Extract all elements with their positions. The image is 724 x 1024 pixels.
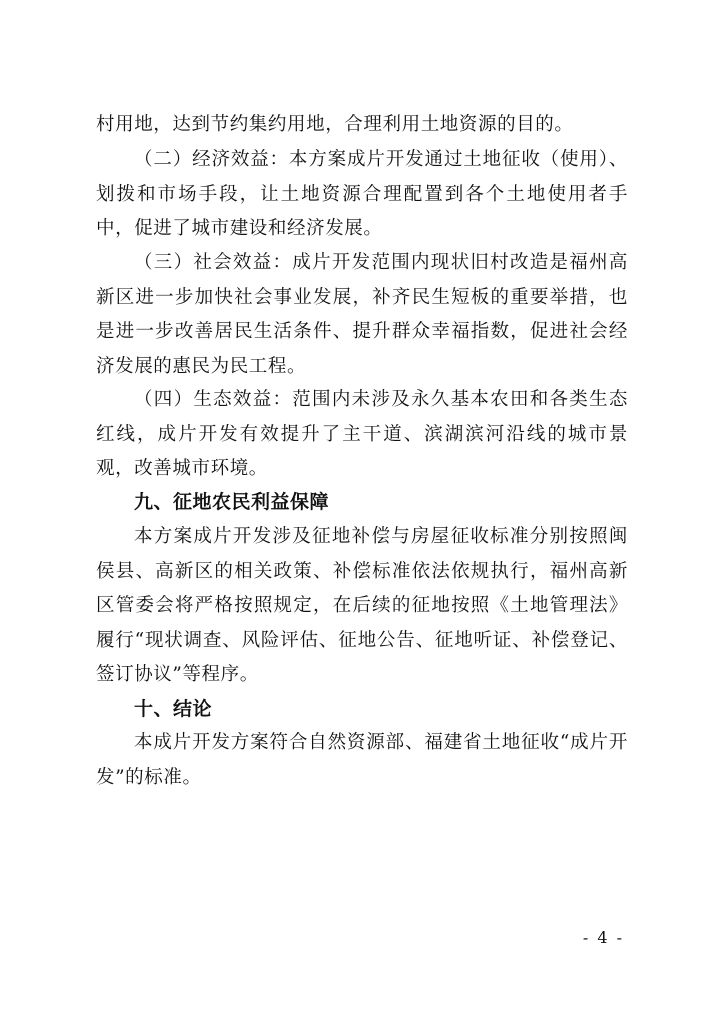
paragraph-economic-benefit: （二）经济效益：本方案成片开发通过土地征收（使用）、划拨和市场手段，让土地资源合理配置到各个土地使用者手中，促进了城市建设和经济发展。 [96, 149, 628, 239]
paragraph-land-acquisition-protection: 本方案成片开发涉及征地补偿与房屋征收标准分别按照闽侯县、高新区的相关政策、补偿标准依法依规执行，福州高新区管委会将严格按照规定，在后续的征地按照《土地管理法》履行“现状调查、风险评估、征地公告、征地听证、补偿登记、签订协议”等程序。 [96, 526, 628, 685]
paragraph-ecological-benefit: （四）生态效益：范围内未涉及永久基本农田和各类生态红线，成片开发有效提升了主干道、滨湖滨河沿线的城市景观，改善城市环境。 [96, 389, 628, 479]
paragraph-social-benefit: （三）社会效益：成片开发范围内现状旧村改造是福州高新区进一步加快社会事业发展，补齐民生短板的重要举措，也是进一步改善居民生活条件、提升群众幸福指数，促进社会经济发展的惠民为民工程。 [96, 252, 628, 377]
paragraph-intro-continuation: 村用地，达到节约集约用地，合理利用土地资源的目的。 [96, 114, 574, 135]
page-number: - 4 - [582, 928, 624, 947]
section-heading-nine: 九、征地农民利益保障 [134, 491, 330, 513]
paragraph-conclusion: 本成片开发方案符合自然资源部、福建省土地征收“成片开发”的标准。 [96, 732, 628, 788]
section-heading-ten: 十、结论 [134, 698, 213, 720]
